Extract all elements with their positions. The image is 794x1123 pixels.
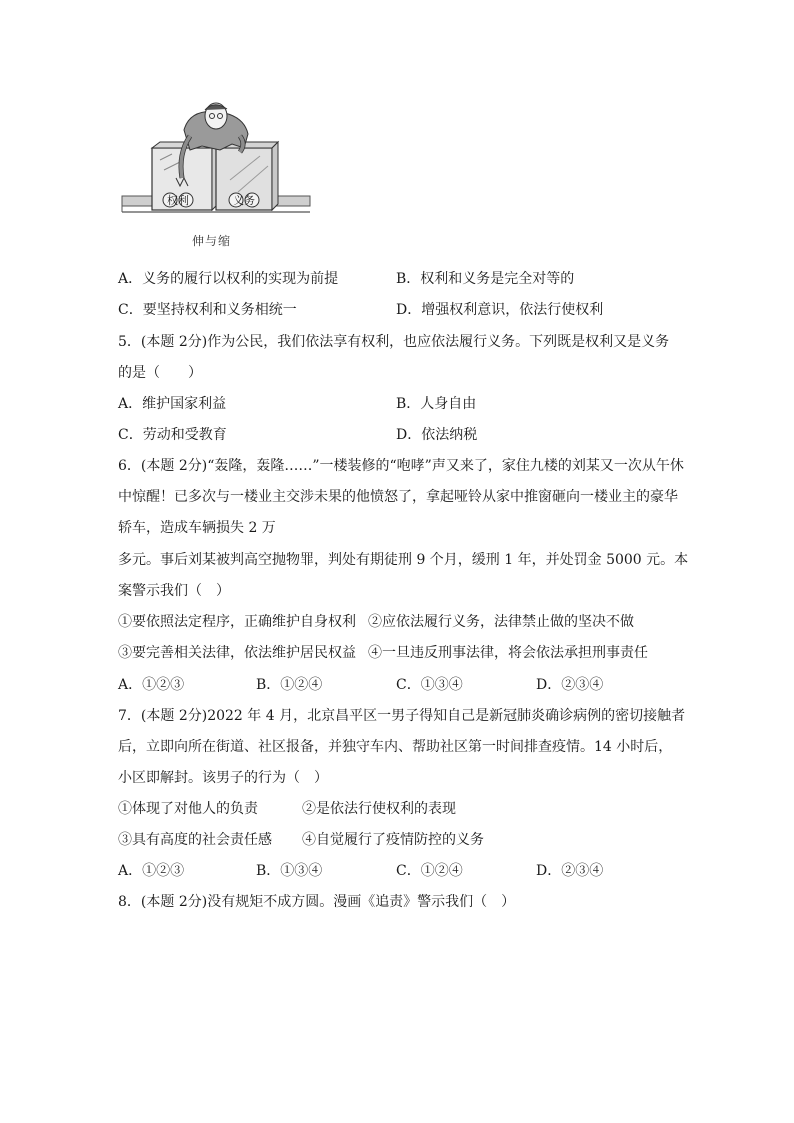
q7-stem-line-3: 小区即解封。该男子的行为（ ） (118, 770, 328, 786)
rights-label-text: 权利 (167, 194, 189, 207)
q7-option-c: C．①②④ (396, 863, 463, 879)
q7-stem-line-1: 7．(本题 2分)2022 年 4 月，北京昌平区一男子得知自己是新冠肺炎确诊病例的密切接触者 (118, 708, 686, 724)
q6-stem-line-3: 轿车，造成车辆损失 2 万 (118, 520, 276, 536)
q5-stem-line-2: 的是（ ） (118, 365, 202, 381)
q7-item-2: ②是依法行使权利的表现 (302, 801, 456, 817)
q7-option-d: D．②③④ (536, 863, 604, 879)
q4-option-d: D．增强权利意识，依法行使权利 (396, 302, 604, 318)
q7-option-b: B．①③④ (256, 863, 323, 879)
q6-stem-line-4: 多元。事后刘某被判高空抛物罪，判处有期徒刑 9 个月，缓刑 1 年，并处罚金 5000 元。本 (118, 552, 689, 568)
q6-stem-line-5: 案警示我们（ ） (118, 583, 230, 599)
q5-stem-line-1: 5．(本题 2分)作为公民，我们依法享有权利，也应依法履行义务。下列既是权利又是义务 (118, 334, 670, 350)
q6-stem-line-1: 6．(本题 2分)“轰隆，轰隆……”一楼装修的“咆哮”声又来了，家住九楼的刘某又一次从午休 (118, 458, 684, 474)
q6-option-a: A．①②③ (118, 677, 185, 693)
cartoon-caption: 伸与缩 (192, 234, 232, 248)
q6-item-3: ③要完善相关法律，依法维护居民权益 (118, 645, 356, 661)
duties-label-text: 义务 (233, 194, 255, 207)
q6-option-d: D．②③④ (536, 677, 604, 693)
q4-option-c: C．要坚持权利和义务相统一 (118, 302, 297, 318)
rights-label (163, 193, 193, 207)
q5-option-a: A．维护国家利益 (118, 396, 227, 412)
q7-item-1: ①体现了对他人的负责 (118, 801, 258, 817)
q7-option-a: A．①②③ (118, 863, 185, 879)
q4-option-b: B．权利和义务是完全对等的 (396, 271, 575, 287)
q5-option-c: C．劳动和受教育 (118, 427, 227, 443)
q7-item-3: ③具有高度的社会责任感 (118, 832, 272, 848)
q7-stem-line-2: 后，立即向所在街道、社区报备，并独守车内、帮助社区第一时间排查疫情。14 小时后， (118, 739, 673, 755)
q5-option-d: D．依法纳税 (396, 427, 478, 443)
q8-stem-line-1: 8．(本题 2分)没有规矩不成方圆。漫画《追责》警示我们（ ） (118, 894, 516, 910)
q7-item-4: ④自觉履行了疫情防控的义务 (302, 832, 484, 848)
q5-option-b: B．人身自由 (396, 396, 477, 412)
q6-item-4: ④一旦违反刑事法律，将会依法承担刑事责任 (368, 645, 648, 661)
q6-option-b: B．①②④ (256, 677, 323, 693)
q4-option-a: A．义务的履行以权利的实现为前提 (118, 271, 339, 287)
q6-item-2: ②应依法履行义务，法律禁止做的坚决不做 (368, 614, 634, 630)
cartoon-illustration (120, 100, 312, 226)
q6-option-c: C．①③④ (396, 677, 463, 693)
q6-item-1: ①要依照法定程序，正确维护自身权利 (118, 614, 356, 630)
duties-label (229, 193, 259, 207)
q6-stem-line-2: 中惊醒！已多次与一楼业主交涉未果的他愤怒了，拿起哑铃从家中推窗砸向一楼业主的豪华 (118, 489, 678, 505)
